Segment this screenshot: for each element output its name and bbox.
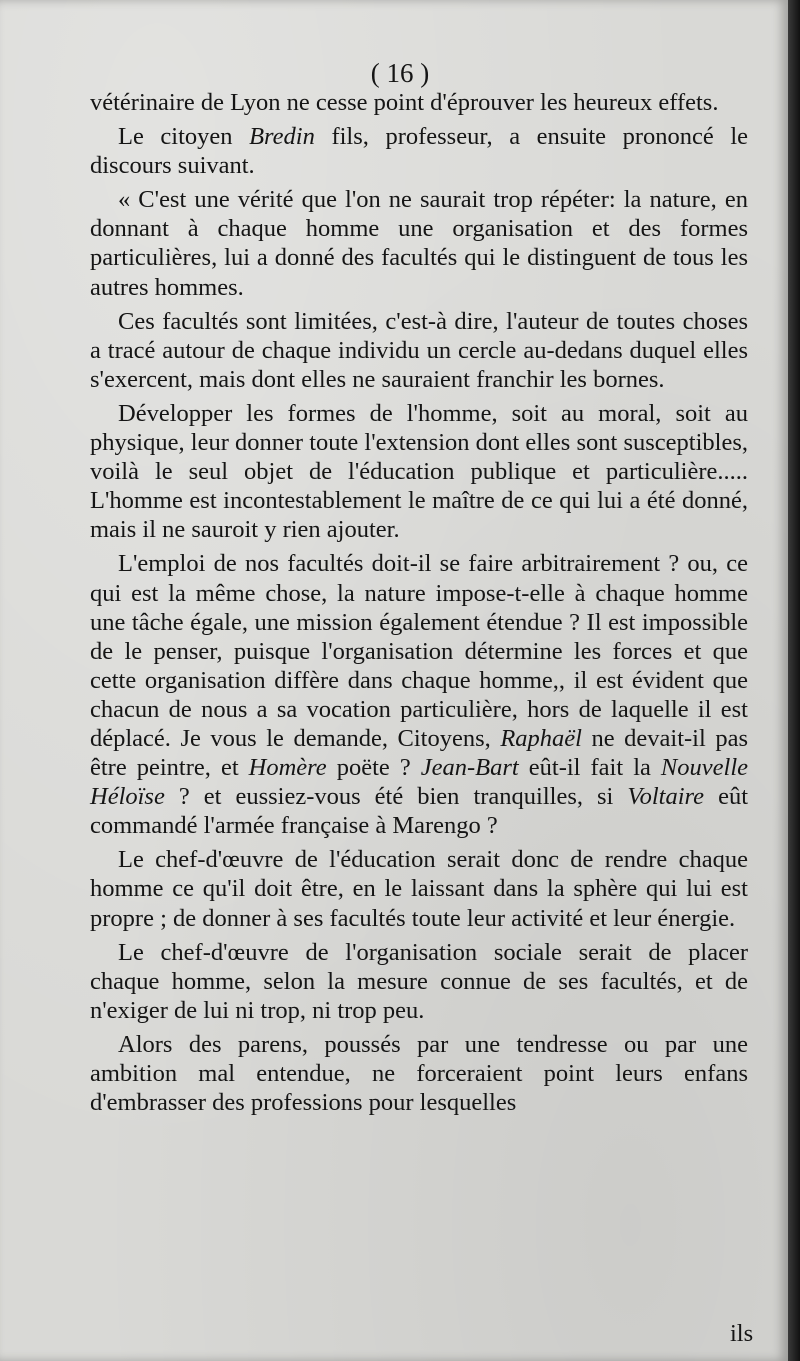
paragraph-4: Développer les formes de l'homme, soit au moral, soit au physique, leur donner toute l'extension dont elles sont susceptibles, voilà le seul objet de l'éducation publique et particulière..... L'homme est incontestablement le maître de ce qui lui a été donné, mais il ne sauroit y rien ajouter. <box>90 399 748 544</box>
name-raphael: Raphaël <box>500 724 582 752</box>
paragraph-8: Alors des parens, poussés par une tendresse ou par une ambition mal entendue, ne forceraient point leurs enfans d'embrasser des professions pour lesquelles <box>90 1030 748 1117</box>
paragraph-5: L'emploi de nos facultés doit-il se faire arbitrairement ? ou, ce qui est la même chose, la nature impose-t-elle à chaque homme une tâche égale, une mission également étendue ? Il est impossible de le penser, puisque l'organisation détermine les forces et que cette organisation diffère dans chaque homme,, il est évident que chacun de nous a sa vocation particulière, hors de laquelle il est déplacé. Je vous le demande, Citoyens, Raphaël ne devait-il pas être peintre, et Homère poëte ? Jean-Bart eût-il fait la Nouvelle Héloïse ? et eussiez-vous été bien tranquilles, si Voltaire eût commandé l'armée française à Marengo ? <box>90 550 748 840</box>
paragraph-1: Le citoyen Bredin fils, professeur, a ensuite prononcé le discours suivant. <box>90 123 749 180</box>
name-jean-bart: Jean-Bart <box>420 754 519 782</box>
body-text <box>90 88 748 1117</box>
name-voltaire: Voltaire <box>627 783 705 811</box>
page-number: ( 16 ) <box>370 58 430 88</box>
paragraph-7: Le chef-d'œuvre de l'organisation sociale serait de placer chaque homme, selon la mesure connue de ses facultés, et de n'exiger de lui ni trop, ni trop peu. <box>90 938 748 1024</box>
paragraph-3: Ces facultés sont limitées, c'est-à dire, l'auteur de toutes choses a tracé autour de chaque individu un cercle au-dedans duquel elles s'exercent, mais dont elles ne sauraient franchir les bornes. <box>90 307 748 393</box>
name-bredin: Bredin <box>249 123 315 151</box>
page-edge-shadow <box>788 0 800 1361</box>
name-homere: Homère <box>248 754 327 782</box>
title-nouvelle-heloise: Nouvelle Héloïse <box>90 754 748 811</box>
paragraph-2: « C'est une vérité que l'on ne saurait trop répéter: la nature, en donnant à chaque homme une organisation et des formes particulières, lui a donné des facultés qui le distinguent de tous les autres hommes. <box>90 186 748 301</box>
paragraph-6: Le chef-d'œuvre de l'éducation serait donc de rendre chaque homme ce qu'il doit être, en le laissant dans la sphère qui lui est propre ; de donner à ses facultés toute leur activité et leur énergie. <box>90 846 748 932</box>
paragraph-0: vétérinaire de Lyon ne cesse point d'éprouver les heureux effets. <box>90 89 719 116</box>
catchword: ils <box>730 1320 754 1347</box>
